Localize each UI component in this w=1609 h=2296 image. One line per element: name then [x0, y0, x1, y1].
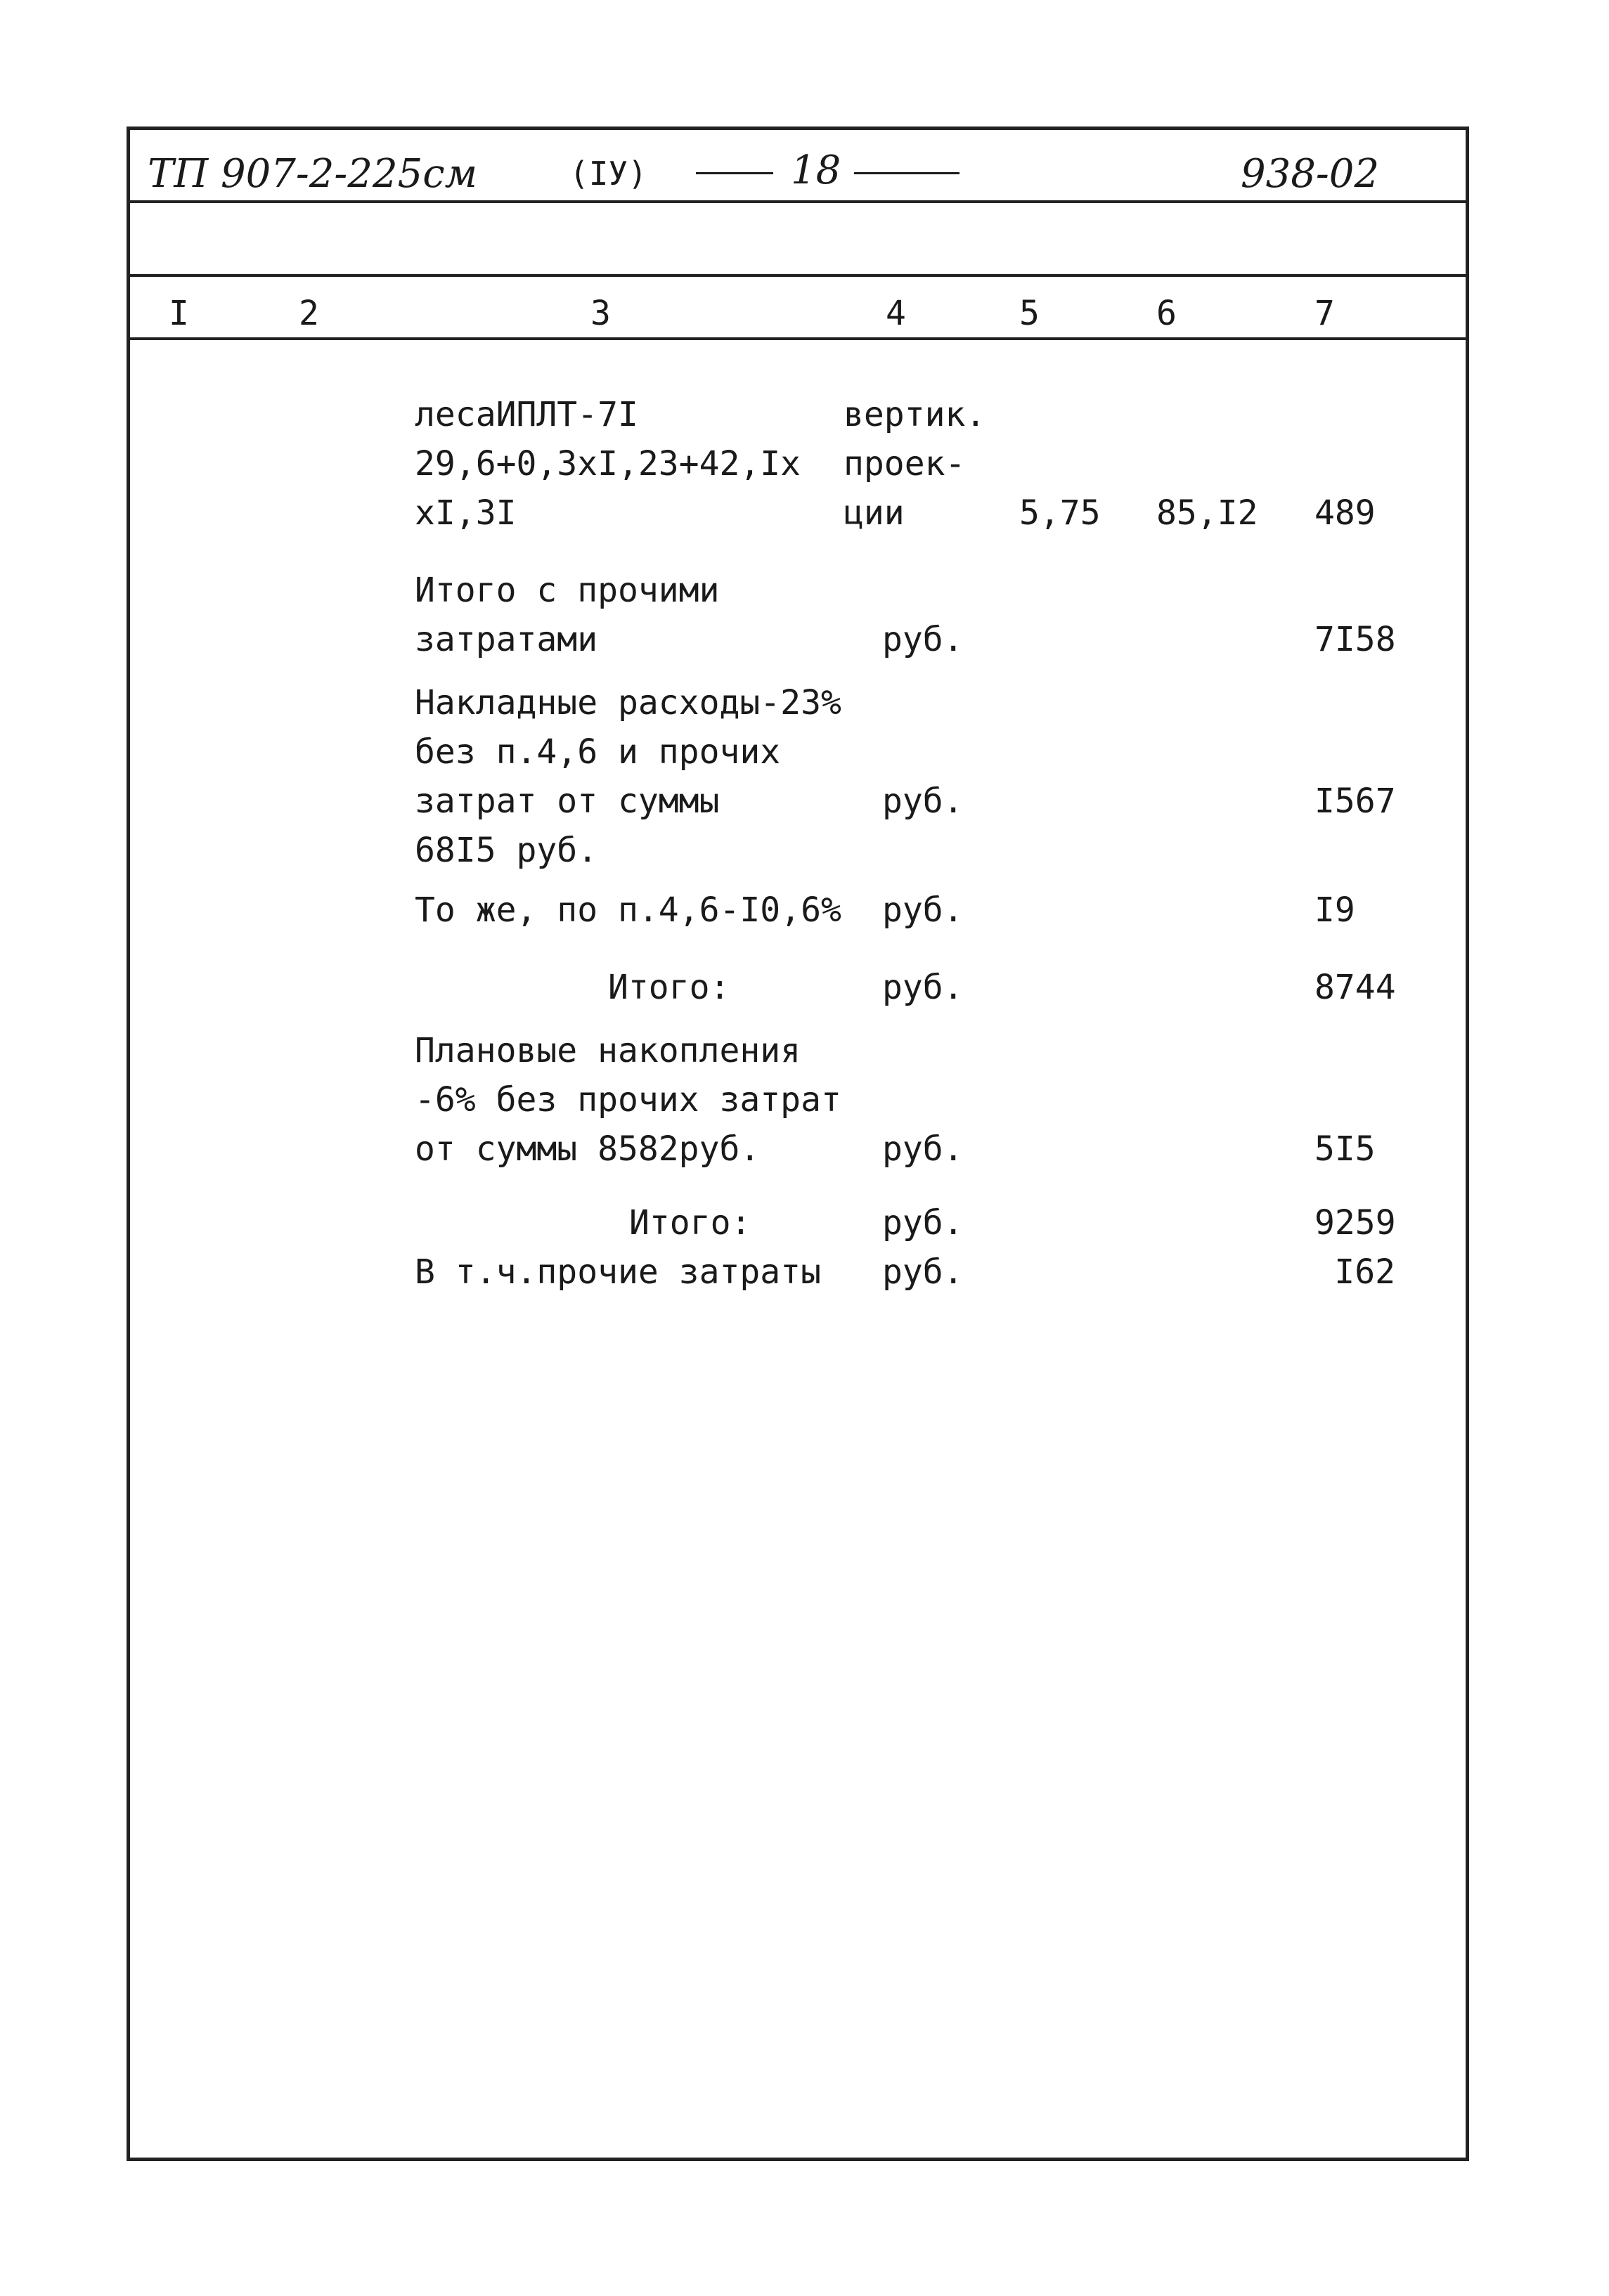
row-total: I9	[1314, 890, 1355, 930]
column-header: I	[169, 294, 189, 333]
row-description: xI,3I	[415, 493, 517, 533]
row-quantity: 5,75	[1019, 493, 1101, 533]
row-description: без п.4,6 и прочих	[415, 732, 781, 772]
page-number: 18	[791, 148, 841, 193]
row-description: То же, по п.4,6-I0,6%	[415, 890, 841, 930]
document-code: ТП 907-2-225см	[148, 151, 478, 197]
column-header: 7	[1314, 294, 1335, 333]
row-total: 7I58	[1314, 620, 1396, 659]
row-description: Накладные расходы-23%	[415, 683, 841, 722]
row-description: Итого с прочими	[415, 571, 720, 610]
row-unit: руб.	[882, 781, 964, 821]
header-divider	[127, 200, 1469, 203]
header-divider	[127, 274, 1469, 277]
row-unit: вертик.	[844, 395, 986, 434]
column-header: 2	[299, 294, 319, 333]
column-header: 5	[1019, 294, 1040, 333]
column-header: 6	[1156, 294, 1177, 333]
row-description: Итого:	[608, 968, 730, 1007]
row-description: Итого:	[629, 1203, 751, 1243]
column-header: 4	[886, 294, 906, 333]
row-description: затратами	[415, 620, 598, 659]
row-total: I62	[1334, 1252, 1395, 1292]
row-description: Плановые накопления	[415, 1031, 801, 1070]
column-header-divider	[127, 337, 1469, 340]
row-total: 8744	[1314, 968, 1396, 1007]
row-unit: руб.	[882, 1252, 964, 1292]
row-unit: проек-	[844, 444, 966, 484]
row-description: -6% без прочих затрат	[415, 1080, 841, 1120]
row-unit: руб.	[882, 1129, 964, 1169]
row-total: 489	[1314, 493, 1376, 533]
sheet-code: 938-02	[1241, 151, 1380, 197]
page-frame	[127, 127, 1469, 2161]
row-description: В т.ч.прочие затраты	[415, 1252, 821, 1292]
row-unit: руб.	[882, 1203, 964, 1243]
row-description: лесаИПЛТ-7I	[415, 395, 638, 434]
row-description: 29,6+0,3xI,23+42,Ix	[415, 444, 801, 484]
row-total: I567	[1314, 781, 1396, 821]
row-description: 68I5 руб.	[415, 831, 598, 870]
page-number-dash-left	[696, 172, 773, 174]
row-description: затрат от суммы	[415, 781, 720, 821]
row-total: 9259	[1314, 1203, 1396, 1243]
roman-numeral-code: (IУ)	[569, 155, 647, 193]
row-total: 5I5	[1314, 1129, 1376, 1169]
row-unit-price: 85,I2	[1156, 493, 1258, 533]
row-unit: ции	[844, 493, 905, 533]
column-header: 3	[590, 294, 611, 333]
page-number-dash-right	[854, 172, 959, 174]
row-unit: руб.	[882, 620, 964, 659]
row-unit: руб.	[882, 890, 964, 930]
row-description: от суммы 8582руб.	[415, 1129, 761, 1169]
row-unit: руб.	[882, 968, 964, 1007]
